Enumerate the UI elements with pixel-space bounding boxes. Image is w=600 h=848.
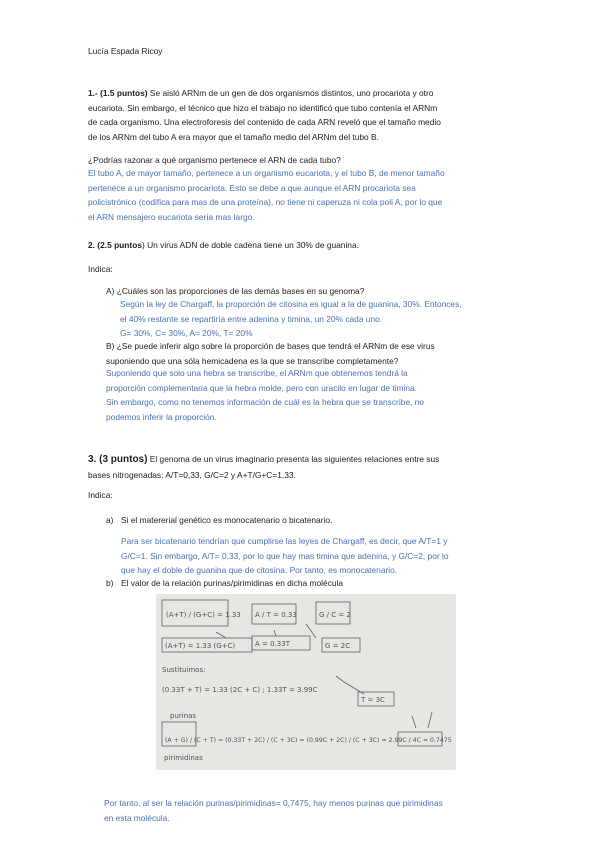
q2-a-answer: Según la ley de Chargaff, la proporción de citosina es igual a la de guanina, 30%. Entonces, el 40% restante se repartiría entre adenina y timina, un 20% cada uno. G= 30%, C= 30%, A= 20%, T= 20% bbox=[120, 299, 462, 338]
hw-relation-a-t: A / T = 0.33 bbox=[255, 611, 297, 619]
q3-a-question: Si el matererial genético es monocatenario o bicatenario. bbox=[121, 515, 333, 525]
hw-purinas-label: purinas bbox=[170, 712, 197, 720]
q1-question: ¿Podrías razonar a qué organismo pertenece el ARN de cada tubo? bbox=[88, 155, 341, 165]
q3-number: 3. (3 puntos) bbox=[88, 454, 148, 465]
author-name: Lucía Espada Ricoy bbox=[88, 46, 163, 56]
hw-relation-at-gc: (A+T) / (G+C) = 1.33 bbox=[166, 611, 241, 619]
q3-b-label: b) bbox=[106, 578, 114, 588]
q3-indica: Indica: bbox=[88, 490, 113, 500]
handwritten-calculation-photo bbox=[156, 594, 456, 770]
q3-b-question: El valor de la relación purinas/pirimidinas en dicha molécula bbox=[121, 578, 344, 588]
q2-a-question: A) ¿Cuáles son las proporciones de las demás bases en su genoma? bbox=[106, 286, 365, 296]
hw-substitution: (0.33T + T) = 1.33 (2C + C) ; 1.33T = 3.99C bbox=[162, 686, 318, 694]
hw-t-equals-3c: T = 3C bbox=[361, 696, 385, 704]
q3-a-answer: Para ser bicatenario tendrían que cumplirse las leyes de Chargaff, es decir, que A/T=1 y G/C=1. Sin embargo, A/T= 0,33, por lo que hay mas timina que adenina, y G/C=2, por lo que hay el doble de guanina que de citosina. Por tanto, es monocatenario. bbox=[121, 536, 449, 575]
q1-statement: 1.- (1.5 puntos) Se aisló ARNm de un gen de dos organismos distintos, uno procariota y otro eucariota. Sin embargo, el técnico que hizo el trabajo no identificó que tubo contenía el ARNm de cada organismo. Una electroforesis del contenido de cada ARN reveló que el tamaño medio de los ARNm del tubo A era mayor que el tamaño medio del ARNm del tubo B. bbox=[88, 88, 441, 142]
q2-indica: Indica: bbox=[88, 264, 113, 274]
hw-ratio-chain: (A + G) / (C + T) = (0.33T + 2C) / (C + 3C) = (0.99C + 2C) / (C + 3C) = 2.99C / 4C = 0.7475 bbox=[165, 737, 452, 744]
q2-b-answer: Suponiendo que solo una hebra se transcribe, el ARNm que obtenemos tendrá la proporción complementaria que la hebra molde, pero con uracilo en lugar de timina. Sin embargo, como no tenemos información de cuál es la hebra que se transcribe, no podemos inferir la proporción. bbox=[106, 368, 424, 422]
hw-relation-g-c: G / C = 2 bbox=[319, 611, 351, 619]
hw-derived-at: (A+T) = 1.33 (G+C) bbox=[165, 642, 236, 650]
q3-statement: 3. (3 puntos) El genoma de un virus imaginario presenta las siguientes relaciones entre sus bases nitrogenadas: A/T=0,33, G/C=2 y A+T/G+C=1,33. bbox=[88, 454, 440, 480]
q2-b-question: B) ¿Se puede inferir algo sobre la proporción de bases que tendrá el ARNm de ese virus suponiendo que una sóla hemicadena es la que se transcribe completamente? bbox=[106, 341, 435, 366]
q1-answer: El tubo A, de mayor tamaño, pertenece a un organismo eucariota, y el tubo B, de menor tamaño pertenece a un organismo procariota. Esto se debe a que aunque el ARN procariota sea policistrónico (codifica para mas de una proteína), no tiene ni caperuza ni cola poli A, por lo que el ARN mensajero eucariota sería mas largo. bbox=[88, 168, 445, 222]
hw-substitute-label: Sustituimos: bbox=[162, 666, 206, 674]
q1-number: 1.- (1.5 puntos) bbox=[88, 88, 148, 98]
q3-a-label: a) bbox=[106, 515, 114, 525]
hw-derived-g: G = 2C bbox=[325, 642, 351, 650]
q2-number: 2. (2.5 puntos bbox=[88, 240, 142, 250]
hw-pirimidinas-label: pirimidinas bbox=[164, 754, 203, 762]
q3-conclusion: Por tanto, al ser la relación purinas/pirimidinas= 0,7475, hay menos purinas que pirimidinas en esta molécula. bbox=[104, 798, 443, 823]
q2-statement: 2. (2.5 puntos) Un virus ADN de doble cadena tiene un 30% de guanina. bbox=[88, 240, 359, 250]
hw-derived-a: A = 0.33T bbox=[255, 640, 290, 648]
